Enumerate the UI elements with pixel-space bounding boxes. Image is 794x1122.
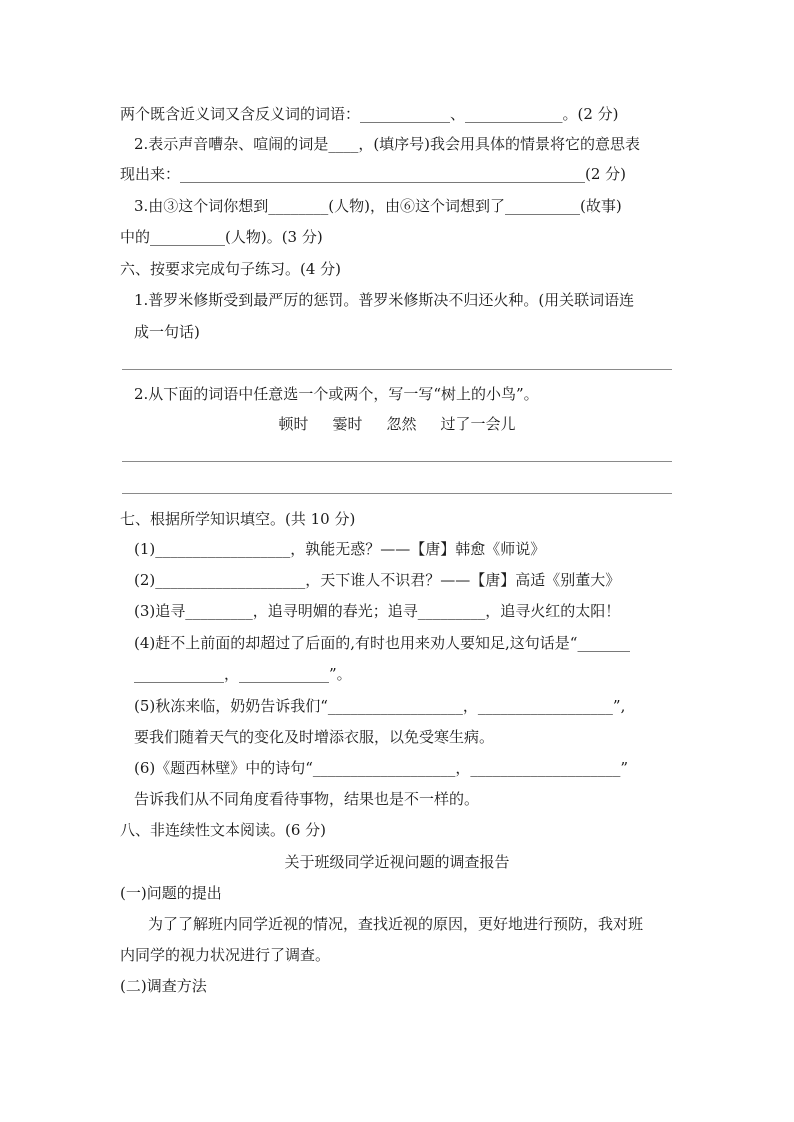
s7-item-1: (1)__________________，孰能无惑？——【唐】韩愈《师说》 [134, 540, 546, 558]
s5-q3-line2: 中的__________(人物)。(3 分) [120, 228, 323, 246]
s7-item-5-line2: 要我们随着天气的变化及时增添衣服，以免受寒生病。 [134, 728, 495, 746]
s6-heading: 六、按要求完成句子练习。(4 分) [120, 260, 342, 278]
s7-item-6-line1: (6)《题西林壁》中的诗句“___________________，____________________” [134, 759, 629, 777]
word-bank-item: 过了一会儿 [440, 415, 516, 433]
s5-q2-line2: 现出来：______________________________________________________(2 分) [120, 165, 627, 183]
word-bank-item: 霎时 [332, 415, 363, 433]
answer-line [122, 461, 672, 462]
s7-item-5-line1: (5)秋冻来临，奶奶告诉我们“__________________，__________________”, [134, 697, 626, 715]
s7-item-6-line2: 告诉我们从不同角度看待事物，结果也是不一样的。 [134, 790, 480, 808]
s5-q2-line1: 2.表示声音嘈杂、喧闹的词是____，(填序号)我会用具体的情景将它的意思表 [134, 135, 641, 153]
s8-heading: 八、非连续性文本阅读。(6 分) [120, 821, 327, 839]
s7-item-4-line1: (4)赶不上前面的却超过了后面的,有时也用来劝人要知足,这句话是“_______ [134, 634, 630, 652]
word-bank-item: 顿时 [278, 415, 309, 433]
s6-q1-line1: 1.普罗米修斯受到最严厉的惩罚。普罗米修斯决不归还火种。(用关联词语连 [134, 291, 635, 309]
s6-q2: 2.从下面的词语中任意选一个或两个，写一写“树上的小鸟”。 [134, 385, 539, 403]
report-title: 关于班级同学近视问题的调查报告 [284, 853, 510, 871]
word-bank-item: 忽然 [386, 415, 417, 433]
s7-heading: 七、根据所学知识填空。(共 10 分) [120, 510, 356, 528]
paragraph-line1: 为了了解班内同学近视的情况，查找近视的原因，更好地进行预防，我对班 [148, 915, 644, 933]
paragraph-line2: 内同学的视力状况进行了调查。 [120, 946, 331, 964]
answer-line [122, 493, 672, 494]
s7-item-4-line2: ____________，____________”。 [134, 665, 352, 683]
subsection-2: (二)调查方法 [120, 977, 207, 995]
s6-q1-line2: 成一句话) [134, 323, 200, 341]
s5-q1-tail: 两个既含近义词又含反义词的词语：____________、_____________。(2 分) [120, 105, 619, 123]
s7-item-2: (2)____________________，天下谁人不识君？——【唐】高适《别董大》 [134, 571, 621, 589]
subsection-1: (一)问题的提出 [120, 884, 222, 902]
answer-line [122, 369, 672, 370]
word-bank [0, 414, 794, 434]
s5-q3-line1: 3.由③这个词你想到________(人物)，由⑥这个词想到了__________(故事) [134, 197, 622, 215]
s7-item-3: (3)追寻_________，追寻明媚的春光；追寻_________，追寻火红的太阳！ [134, 602, 621, 620]
